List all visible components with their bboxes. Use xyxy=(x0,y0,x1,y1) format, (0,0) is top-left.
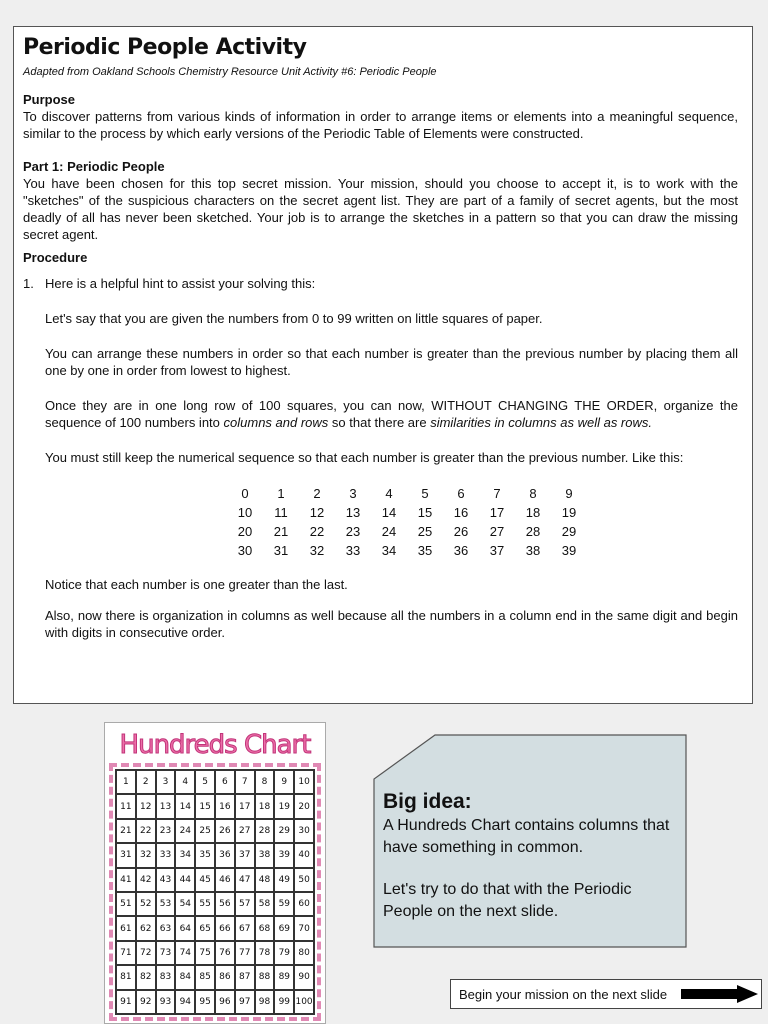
hundreds-chart-cell: 99 xyxy=(274,990,294,1014)
number-cell: 18 xyxy=(525,505,541,520)
hundreds-chart-cell: 89 xyxy=(274,965,294,989)
hundreds-chart-cell: 67 xyxy=(235,916,255,940)
number-cell: 15 xyxy=(417,505,433,520)
hundreds-chart-cell: 61 xyxy=(116,916,136,940)
hundreds-chart-cell: 32 xyxy=(136,843,156,867)
number-cell: 2 xyxy=(313,486,321,501)
number-cell: 19 xyxy=(561,505,577,520)
hint3-part-c: so that there are xyxy=(328,415,431,430)
hundreds-chart-cell: 1 xyxy=(116,770,136,794)
hundreds-chart-cell: 49 xyxy=(274,868,294,892)
hint3-emphasis-d: similarities in columns as well as rows. xyxy=(430,415,652,430)
procedure-step-1 xyxy=(23,275,738,641)
hundreds-chart-cell: 84 xyxy=(175,965,195,989)
right-arrow-icon xyxy=(681,985,759,1003)
hundreds-chart-cell: 94 xyxy=(175,990,195,1014)
hundreds-chart xyxy=(104,722,326,1024)
number-cell: 32 xyxy=(309,543,325,558)
hundreds-chart-cell: 81 xyxy=(116,965,136,989)
hundreds-chart-cell: 82 xyxy=(136,965,156,989)
hundreds-chart-cell: 95 xyxy=(195,990,215,1014)
hundreds-chart-cell: 38 xyxy=(255,843,275,867)
number-cell: 13 xyxy=(345,505,361,520)
hundreds-chart-cell: 44 xyxy=(175,868,195,892)
hundreds-chart-cell: 74 xyxy=(175,941,195,965)
hundreds-chart-cell: 57 xyxy=(235,892,255,916)
number-cell: 7 xyxy=(493,486,501,501)
number-cell: 25 xyxy=(417,524,433,539)
hundreds-chart-cell: 79 xyxy=(274,941,294,965)
hundreds-chart-cell: 5 xyxy=(195,770,215,794)
hundreds-chart-cell: 53 xyxy=(156,892,176,916)
number-cell: 26 xyxy=(453,524,469,539)
big-idea-title: Big idea: xyxy=(383,790,472,813)
hundreds-chart-cell: 16 xyxy=(215,794,235,818)
hundreds-chart-cell: 54 xyxy=(175,892,195,916)
number-cell: 33 xyxy=(345,543,361,558)
number-cell: 31 xyxy=(273,543,289,558)
hundreds-chart-cell: 88 xyxy=(255,965,275,989)
big-idea-line-2: Let's try to do that with the Periodic People on the next slide. xyxy=(383,881,632,920)
hundreds-chart-cell: 62 xyxy=(136,916,156,940)
spacer xyxy=(383,859,678,879)
number-cell: 5 xyxy=(421,486,429,501)
number-cell: 9 xyxy=(565,486,573,501)
hundreds-chart-cell: 37 xyxy=(235,843,255,867)
hundreds-chart-cell: 69 xyxy=(274,916,294,940)
number-cell: 22 xyxy=(309,524,325,539)
hundreds-chart-cell: 24 xyxy=(175,819,195,843)
hundreds-chart-cell: 83 xyxy=(156,965,176,989)
hundreds-chart-cell: 23 xyxy=(156,819,176,843)
hint-paragraph-4: You must still keep the numerical sequence so that each number is greater than the previous number. Like this: xyxy=(45,450,684,465)
hundreds-chart-cell: 25 xyxy=(195,819,215,843)
number-cell: 21 xyxy=(273,524,289,539)
hundreds-chart-cell: 48 xyxy=(255,868,275,892)
notice-text: Notice that each number is one greater than the last. xyxy=(45,577,348,592)
document-subtitle: Adapted from Oakland Schools Chemistry Resource Unit Activity #6: Periodic People xyxy=(23,66,437,78)
big-idea-callout xyxy=(373,734,687,948)
hint-paragraph-1: Let's say that you are given the numbers from 0 to 99 written on little squares of paper. xyxy=(45,311,543,326)
hundreds-chart-cell: 92 xyxy=(136,990,156,1014)
hundreds-chart-title: Hundreds Chart xyxy=(119,730,311,760)
hundreds-chart-cell: 86 xyxy=(215,965,235,989)
number-cell: 1 xyxy=(277,486,285,501)
hundreds-chart-cell: 17 xyxy=(235,794,255,818)
hundreds-chart-cell: 55 xyxy=(195,892,215,916)
step-text: Here is a helpful hint to assist your solving this: xyxy=(45,276,316,291)
number-cell: 29 xyxy=(561,524,577,539)
hundreds-chart-cell: 68 xyxy=(255,916,275,940)
number-cell: 4 xyxy=(385,486,393,501)
hundreds-chart-border xyxy=(109,763,321,1021)
hundreds-chart-cell: 64 xyxy=(175,916,195,940)
number-cell: 34 xyxy=(381,543,397,558)
purpose-text: To discover patterns from various kinds of information in order to arrange items or elements into a meaningful sequence, similar to the process by which early versions of the Periodic Table of Elements were constructed. xyxy=(23,109,738,141)
number-cell: 6 xyxy=(457,486,465,501)
hundreds-chart-cell: 33 xyxy=(156,843,176,867)
step-number: 1. xyxy=(23,276,34,291)
hundreds-chart-cell: 27 xyxy=(235,819,255,843)
hundreds-chart-cell: 28 xyxy=(255,819,275,843)
hundreds-chart-cell: 43 xyxy=(156,868,176,892)
document-page xyxy=(13,26,753,704)
number-cell: 20 xyxy=(237,524,253,539)
hundreds-chart-cell: 50 xyxy=(294,868,314,892)
hint3-part-a: Once they are in one long row of 100 squares, you can now, WITHOUT CHANGING THE ORDER, organize the sequence of 100 numbers into xyxy=(45,398,738,430)
hundreds-chart-cell: 22 xyxy=(136,819,156,843)
hint-paragraph-3 xyxy=(45,397,738,431)
number-cell: 11 xyxy=(274,505,288,520)
number-cell: 12 xyxy=(309,505,325,520)
hundreds-chart-cell: 30 xyxy=(294,819,314,843)
hundreds-chart-cell: 13 xyxy=(156,794,176,818)
hundreds-chart-cell: 87 xyxy=(235,965,255,989)
hundreds-chart-cell: 29 xyxy=(274,819,294,843)
hundreds-chart-cell: 63 xyxy=(156,916,176,940)
hundreds-chart-cell: 76 xyxy=(215,941,235,965)
hundreds-chart-cell: 100 xyxy=(294,990,314,1014)
hint3-emphasis-b: columns and rows xyxy=(223,415,329,430)
hundreds-chart-cell: 18 xyxy=(255,794,275,818)
hundreds-chart-cell: 21 xyxy=(116,819,136,843)
number-grid xyxy=(227,484,738,560)
hundreds-chart-cell: 26 xyxy=(215,819,235,843)
hundreds-chart-cell: 93 xyxy=(156,990,176,1014)
hundreds-chart-cell: 96 xyxy=(215,990,235,1014)
hundreds-chart-cell: 59 xyxy=(274,892,294,916)
hundreds-chart-cell: 19 xyxy=(274,794,294,818)
hundreds-chart-cell: 3 xyxy=(156,770,176,794)
hundreds-chart-cell: 8 xyxy=(255,770,275,794)
hundreds-chart-cell: 51 xyxy=(116,892,136,916)
hundreds-chart-cell: 72 xyxy=(136,941,156,965)
hundreds-chart-cell: 56 xyxy=(215,892,235,916)
part1-heading: Part 1: Periodic People xyxy=(23,159,165,174)
number-cell: 30 xyxy=(237,543,253,558)
hundreds-chart-cell: 7 xyxy=(235,770,255,794)
hundreds-chart-cell: 14 xyxy=(175,794,195,818)
hundreds-chart-cell: 15 xyxy=(195,794,215,818)
number-cell: 35 xyxy=(417,543,433,558)
number-cell: 16 xyxy=(453,505,469,520)
hundreds-chart-cell: 47 xyxy=(235,868,255,892)
number-cell: 10 xyxy=(237,505,253,520)
hundreds-chart-cell: 36 xyxy=(215,843,235,867)
hundreds-chart-cell: 12 xyxy=(136,794,156,818)
hundreds-chart-cell: 75 xyxy=(195,941,215,965)
number-cell: 0 xyxy=(241,486,249,501)
hundreds-chart-cell: 34 xyxy=(175,843,195,867)
hundreds-chart-cell: 35 xyxy=(195,843,215,867)
hundreds-chart-cell: 9 xyxy=(274,770,294,794)
hundreds-chart-cell: 4 xyxy=(175,770,195,794)
hundreds-chart-cell: 52 xyxy=(136,892,156,916)
hundreds-chart-cell: 78 xyxy=(255,941,275,965)
number-cell: 39 xyxy=(561,543,577,558)
hundreds-chart-cell: 31 xyxy=(116,843,136,867)
callout-text xyxy=(383,789,678,923)
hundreds-chart-cell: 70 xyxy=(294,916,314,940)
hundreds-chart-cell: 10 xyxy=(294,770,314,794)
hundreds-chart-cell: 11 xyxy=(116,794,136,818)
number-cell: 23 xyxy=(345,524,361,539)
hint-paragraph-2: You can arrange these numbers in order so that each number is greater than the previous number by placing them all one by one in order from lowest to highest. xyxy=(45,346,738,378)
hundreds-chart-cell: 60 xyxy=(294,892,314,916)
hundreds-chart-cell: 66 xyxy=(215,916,235,940)
hundreds-chart-cell: 58 xyxy=(255,892,275,916)
also-text: Also, now there is organization in columns as well because all the numbers in a column end in the same digit and begin with digits in consecutive order. xyxy=(45,608,738,640)
number-cell: 3 xyxy=(349,486,357,501)
hundreds-chart-grid xyxy=(115,769,315,1015)
number-cell: 17 xyxy=(489,505,505,520)
hundreds-chart-cell: 41 xyxy=(116,868,136,892)
number-cell: 8 xyxy=(529,486,537,501)
hundreds-chart-cell: 97 xyxy=(235,990,255,1014)
hundreds-chart-cell: 46 xyxy=(215,868,235,892)
hundreds-chart-cell: 71 xyxy=(116,941,136,965)
number-cell: 37 xyxy=(489,543,505,558)
hundreds-chart-cell: 98 xyxy=(255,990,275,1014)
hundreds-chart-cell: 85 xyxy=(195,965,215,989)
number-cell: 27 xyxy=(489,524,505,539)
purpose-heading: Purpose xyxy=(23,92,76,107)
hundreds-chart-cell: 2 xyxy=(136,770,156,794)
number-cell: 14 xyxy=(381,505,397,520)
document-title: Periodic People Activity xyxy=(23,35,307,60)
hundreds-chart-cell: 80 xyxy=(294,941,314,965)
procedure-heading: Procedure xyxy=(23,250,88,265)
hundreds-chart-cell: 39 xyxy=(274,843,294,867)
hundreds-chart-cell: 91 xyxy=(116,990,136,1014)
next-slide-label: Begin your mission on the next slide xyxy=(459,986,668,1002)
hundreds-chart-cell: 6 xyxy=(215,770,235,794)
number-cell: 38 xyxy=(525,543,541,558)
part1-text: You have been chosen for this top secret mission. Your mission, should you choose to accept it, is to work with the "sketches" of the suspicious characters on the secret agent list. They are part of a family of secret agents, but the most deadly of all has never been sketched. Your job is to arrange the sketches in a pattern so that you can draw the missing secret agent. xyxy=(23,176,738,242)
big-idea-line-1: A Hundreds Chart contains columns that have something in common. xyxy=(383,817,670,856)
hundreds-chart-cell: 45 xyxy=(195,868,215,892)
number-cell: 24 xyxy=(381,524,397,539)
number-cell: 36 xyxy=(453,543,469,558)
hundreds-chart-cell: 77 xyxy=(235,941,255,965)
next-slide-button[interactable] xyxy=(450,979,762,1009)
hundreds-chart-cell: 40 xyxy=(294,843,314,867)
hundreds-chart-cell: 20 xyxy=(294,794,314,818)
hundreds-chart-cell: 90 xyxy=(294,965,314,989)
hundreds-chart-cell: 73 xyxy=(156,941,176,965)
hundreds-chart-cell: 65 xyxy=(195,916,215,940)
hundreds-chart-cell: 42 xyxy=(136,868,156,892)
number-cell: 28 xyxy=(525,524,541,539)
